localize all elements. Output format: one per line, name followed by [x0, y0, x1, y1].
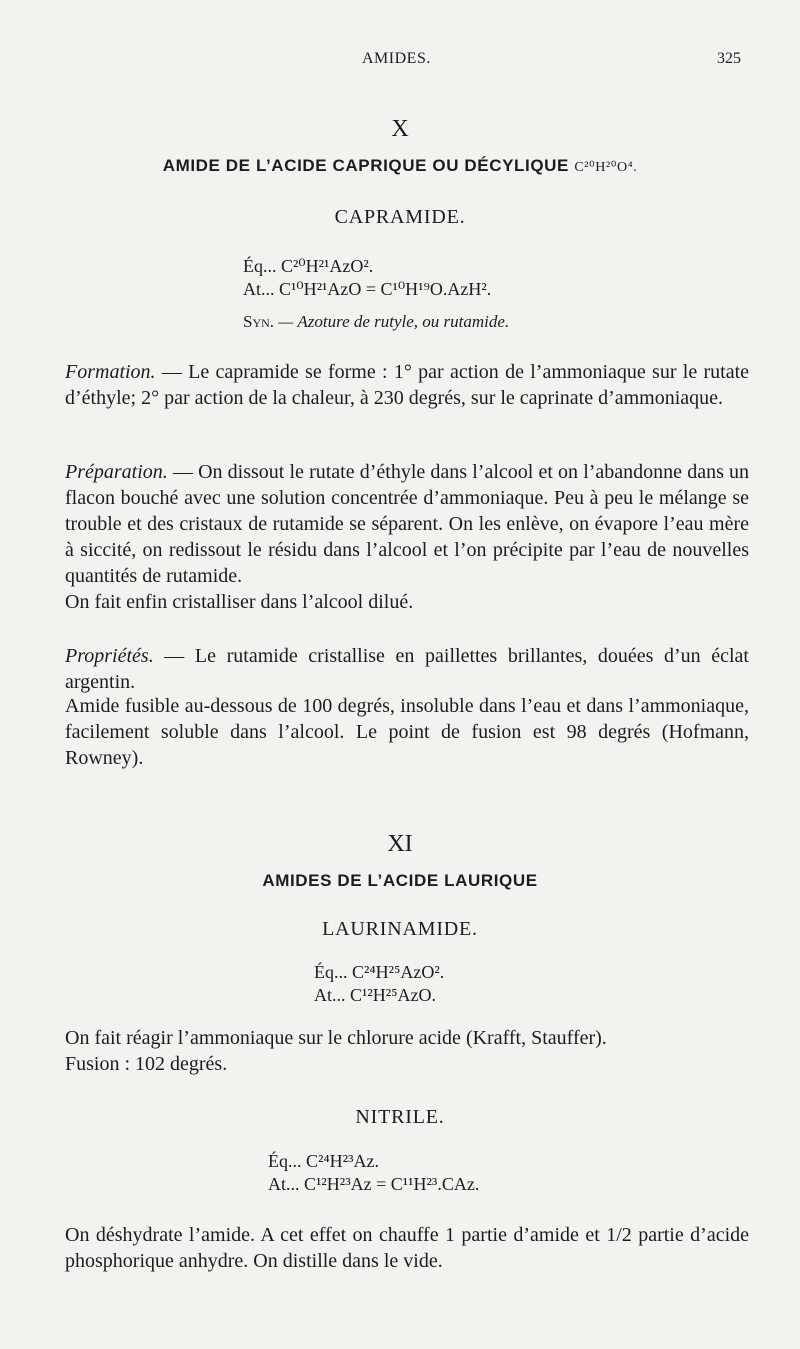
properties-text: — Le rutamide cristallise en paillettes brillantes, douées d’un éclat argentin. [65, 645, 749, 693]
laurinamide-text: On fait réagir l’ammoniaque sur le chlorure acide (Krafft, Stauffer). [65, 1027, 607, 1049]
preparation-paragraph [65, 459, 749, 589]
formula-atomic: At... C¹⁰H²¹AzO = C¹⁰H¹⁹O.AzH². [243, 279, 492, 299]
preparation-text: — On dissout le rutate d’éthyle dans l’alcool et on l’abandonne dans un flacon bouché avec une solution concentrée d’ammoniaque. Peu à peu le mélange se trouble et des cristaux de rutamide se séparent. On les enlève, on évapore l’eau mère à siccité, on redissout le résidu dans l’alcool et l’on précipite par l’eau de nouvelles quantités de rutamide. [65, 461, 749, 587]
nitrile-paragraph: On déshydrate l’amide. A cet effet on chauffe 1 partie d’amide et 1/2 partie d’acide phosphorique anhydre. On distille dans le vide. [65, 1224, 749, 1272]
formation-paragraph [65, 359, 749, 411]
running-head: AMIDES. [362, 50, 431, 67]
synonyms [243, 312, 509, 332]
formula-equivalent-xi: Éq... C²⁴H²⁵AzO². [314, 962, 445, 982]
section-title [0, 156, 800, 176]
laurinamide-fusion: Fusion : 102 degrés. [65, 1053, 228, 1075]
preparation-heading: Préparation. [65, 461, 168, 483]
properties-heading: Propriétés. [65, 645, 154, 667]
section-title-text: AMIDE DE L’ACIDE CAPRIQUE OU DÉCYLIQUE [162, 156, 569, 175]
formation-text: — Le capramide se forme : 1° par action de l’ammoniaque sur le rutate d’éthyle; 2° par action de la chaleur, à 230 degrés, sur le caprinate d’ammoniaque. [65, 361, 749, 409]
page-number: 325 [717, 50, 741, 67]
preparation-paragraph-2: On fait enfin cristalliser dans l’alcool dilué. [65, 591, 414, 613]
formula-atomic-xi: At... C¹²H²⁵AzO. [314, 985, 436, 1005]
syn-text: — Azoture de rutyle, ou rutamide. [278, 312, 510, 331]
nitrile-formula-equivalent: Éq... C²⁴H²³Az. [268, 1151, 379, 1171]
formation-heading: Formation. [65, 361, 156, 383]
syn-label: Syn. [243, 312, 275, 331]
section-title-formula: C²⁰H²⁰O⁴. [574, 160, 638, 175]
properties-paragraph [65, 643, 749, 695]
section-number-xi: XI [387, 831, 413, 857]
compound-name-xi: LAURINAMIDE. [322, 918, 478, 940]
nitrile-formula-atomic: At... C¹²H²³Az = C¹¹H²³.CAz. [268, 1174, 480, 1194]
section-title-xi: AMIDES DE L’ACIDE LAURIQUE [262, 871, 538, 890]
properties-paragraph-2: Amide fusible au-dessous de 100 degrés, insoluble dans l’eau et dans l’ammoniaque, facilement soluble dans l’alcool. Le point de fusion est 98 degrés (Hofmann, Rowney). [65, 695, 749, 769]
formula-equivalent: Éq... C²⁰H²¹AzO². [243, 256, 374, 276]
nitrile-title: NITRILE. [355, 1106, 445, 1128]
compound-name: CAPRAMIDE. [334, 206, 466, 228]
section-number: X [391, 116, 409, 142]
